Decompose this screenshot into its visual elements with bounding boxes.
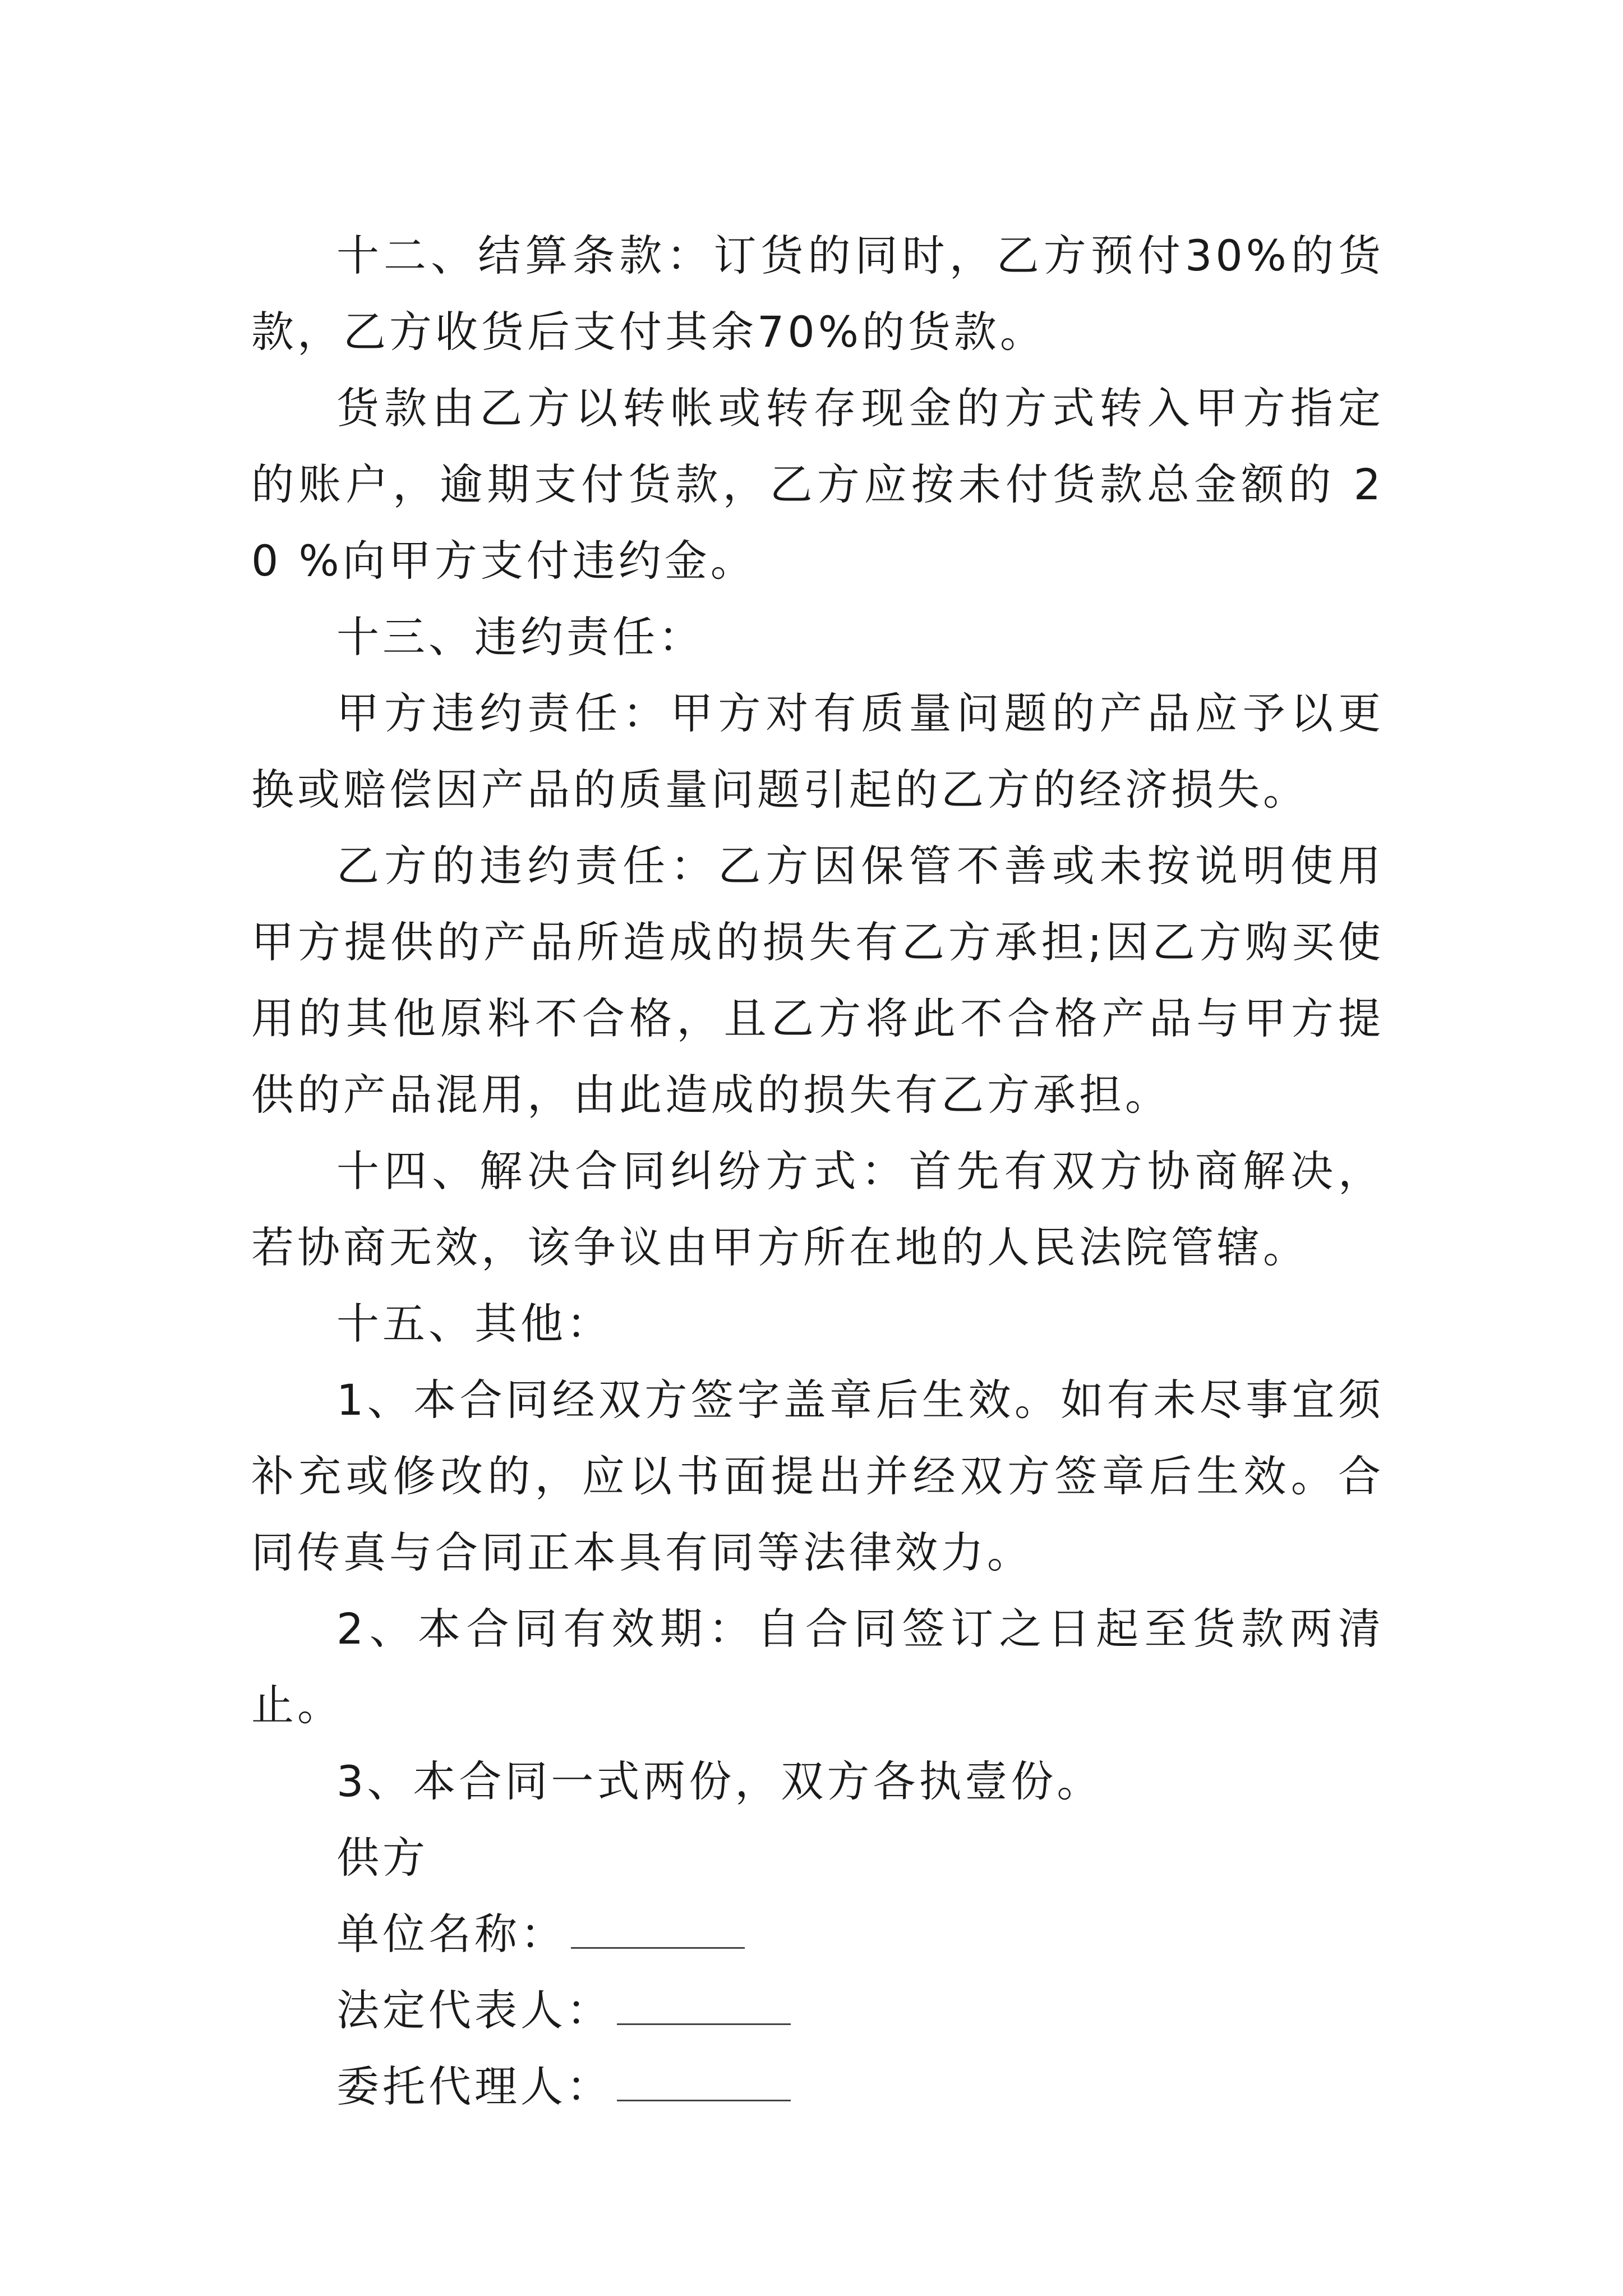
legal-rep-blank[interactable] xyxy=(617,1984,791,2025)
clause-14-dispute: 十四、解决合同纠纷方式：首先有双方协商解决，若协商无效，该争议由甲方所在地的人民法院管辖。 xyxy=(251,1146,1384,1272)
agent-label: 委托代理人： xyxy=(336,2062,612,2111)
clause-15-item-2: 2、本合同有效期：自合同签订之日起至货款两清止。 xyxy=(251,1604,1384,1730)
clause-12-settlement: 十二、结算条款：订货的同时，乙方预付30%的货款，乙方收货后支付其余70%的货款。 xyxy=(251,231,1384,357)
clause-15-heading: 十五、其他： xyxy=(336,1299,612,1349)
payment-terms-paragraph: 货款由乙方以转帐或转存现金的方式转入甲方指定的账户，逾期支付货款，乙方应按未付货款总金额的 20 %向甲方支付违约金。 xyxy=(251,383,1384,586)
party-b-liability: 乙方的违约责任：乙方因保管不善或未按说明使用甲方提供的产品所造成的损失有乙方承担;因乙方购买使用的其他原料不合格，且乙方将此不合格产品与甲方提供的产品混用，由此造成的损失有乙方承担。 xyxy=(251,841,1384,1120)
unit-name-blank[interactable] xyxy=(571,1908,745,1949)
supplier-label: 供方 xyxy=(336,1833,428,1883)
clause-13-heading: 十三、违约责任： xyxy=(336,612,704,662)
clause-15-item-3: 3、本合同一式两份，双方各执壹份。 xyxy=(336,1756,1103,1806)
clause-15-item-1: 1、本合同经双方签字盖章后生效。如有未尽事宜须补充或修改的，应以书面提出并经双方签章后生效。合同传真与合同正本具有同等法律效力。 xyxy=(251,1375,1384,1577)
document-body xyxy=(251,218,1384,2125)
party-a-liability: 甲方违约责任：甲方对有质量问题的产品应予以更换或赔偿因产品的质量问题引起的乙方的经济损失。 xyxy=(251,688,1384,815)
legal-rep-field xyxy=(251,1972,1384,2049)
agent-blank[interactable] xyxy=(617,2060,791,2101)
agent-field xyxy=(251,2049,1384,2125)
unit-name-label: 单位名称： xyxy=(336,1909,566,1959)
legal-rep-label: 法定代表人： xyxy=(336,1985,612,2035)
unit-name-field xyxy=(251,1896,1384,1972)
